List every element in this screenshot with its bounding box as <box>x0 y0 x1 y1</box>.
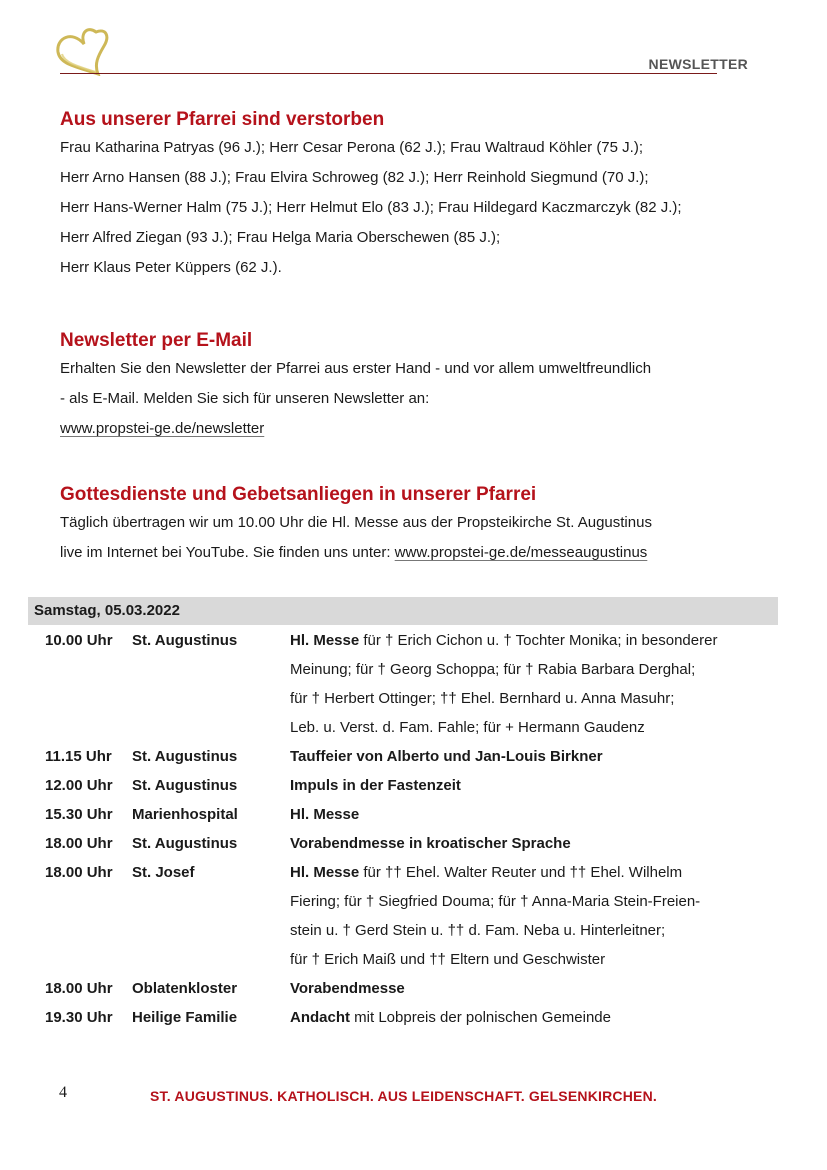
livestream-link[interactable]: www.propstei-ge.de/messeaugustinus <box>394 544 648 561</box>
service-place: Oblatenkloster <box>132 980 238 997</box>
intentions-text: stein u. † Gerd Stein u. †† d. Fam. Neba u. Hinterleitner; <box>290 922 666 939</box>
footer-slogan <box>0 1088 827 1104</box>
deceased-line: Herr Alfred Ziegan (93 J.); Frau Helga Maria Oberschewen (85 J.); <box>60 229 501 246</box>
service-type: Vorabendmesse in kroatischer Sprache <box>290 835 571 852</box>
service-description <box>290 858 785 974</box>
intentions-text: für † Erich Maiß und †† Eltern und Geschwister <box>290 951 606 968</box>
service-type: Andacht <box>290 1009 350 1026</box>
services-text: Täglich übertragen wir um 10.00 Uhr die Hl. Messe aus der Propsteikirche St. Augustinus <box>60 514 652 531</box>
heart-logo-icon <box>52 26 114 76</box>
service-type: Tauffeier von Alberto und Jan-Louis Birkner <box>290 748 603 765</box>
newsletter-section <box>60 328 760 444</box>
intentions-text: Leb. u. Verst. d. Fam. Fahle; für + Hermann Gaudenz <box>290 719 645 736</box>
service-place: St. Augustinus <box>132 632 238 649</box>
footer-slogan-text: ST. AUGUSTINUS. KATHOLISCH. AUS LEIDENSCHAFT. GELSENKIRCHEN. <box>150 1088 657 1104</box>
service-type: Vorabendmesse <box>290 980 405 997</box>
intentions-text: mit Lobpreis der polnischen Gemeinde <box>350 1009 611 1026</box>
service-time: 18.00 Uhr <box>45 980 113 997</box>
service-place: Marienhospital <box>132 806 238 823</box>
newsletter-link[interactable]: www.propstei-ge.de/newsletter <box>60 420 265 437</box>
deceased-line: Frau Katharina Patryas (96 J.); Herr Cesar Perona (62 J.); Frau Waltraud Köhler (75 J.); <box>60 139 643 156</box>
schedule-row <box>45 858 785 974</box>
schedule-row <box>45 800 785 829</box>
service-time: 15.30 Uhr <box>45 806 113 823</box>
newsletter-title: Newsletter per E-Mail <box>60 330 253 351</box>
schedule-row <box>45 829 785 858</box>
deceased-title: Aus unserer Pfarrei sind verstorben <box>60 109 385 130</box>
services-title: Gottesdienste und Gebetsanliegen in unserer Pfarrei <box>60 484 537 505</box>
intentions-text: für †† Ehel. Walter Reuter und †† Ehel. Wilhelm <box>359 864 683 881</box>
day-header: Samstag, 05.03.2022 <box>28 597 778 625</box>
service-place: St. Augustinus <box>132 748 238 765</box>
service-type: Impuls in der Fastenzeit <box>290 777 461 794</box>
deceased-section <box>60 107 760 283</box>
schedule-row <box>45 1003 785 1032</box>
service-place: St. Augustinus <box>132 777 238 794</box>
service-type: Hl. Messe <box>290 632 360 649</box>
service-place: St. Augustinus <box>132 835 238 852</box>
schedule-row <box>45 626 785 742</box>
newsletter-text: Erhalten Sie den Newsletter der Pfarrei aus erster Hand - und vor allem umweltfreundlich <box>60 360 652 377</box>
service-description <box>290 626 785 742</box>
service-place: Heilige Familie <box>132 1009 238 1026</box>
intentions-text: für † Erich Cichon u. † Tochter Monika; in besonderer <box>359 632 718 649</box>
service-type: Hl. Messe <box>290 806 360 823</box>
services-section <box>60 482 760 568</box>
service-time: 18.00 Uhr <box>45 835 113 852</box>
deceased-line: Herr Klaus Peter Küppers (62 J.). <box>60 259 282 276</box>
service-place: St. Josef <box>132 864 195 881</box>
header-divider <box>60 73 717 74</box>
service-time: 11.15 Uhr <box>45 748 112 765</box>
newsletter-text: - als E-Mail. Melden Sie sich für unseren Newsletter an: <box>60 390 430 407</box>
page-number: 4 <box>59 1084 67 1101</box>
service-time: 18.00 Uhr <box>45 864 113 881</box>
services-text: live im Internet bei YouTube. Sie finden uns unter: <box>60 544 395 561</box>
service-time: 10.00 Uhr <box>45 632 113 649</box>
schedule-row <box>45 974 785 1003</box>
intentions-text: für † Herbert Ottinger; †† Ehel. Bernhard u. Anna Masuhr; <box>290 690 675 707</box>
service-time: 19.30 Uhr <box>45 1009 113 1026</box>
schedule-row <box>45 771 785 800</box>
deceased-line: Herr Arno Hansen (88 J.); Frau Elvira Schroweg (82 J.); Herr Reinhold Siegmund (70 J.); <box>60 169 649 186</box>
header-label: NEWSLETTER <box>648 56 748 72</box>
schedule-table <box>45 626 785 1032</box>
service-type: Hl. Messe <box>290 864 360 881</box>
service-description <box>290 1003 785 1032</box>
schedule-row <box>45 742 785 771</box>
deceased-line: Herr Hans-Werner Halm (75 J.); Herr Helmut Elo (83 J.); Frau Hildegard Kaczmarczyk (82 J.); <box>60 199 682 216</box>
service-time: 12.00 Uhr <box>45 777 113 794</box>
intentions-text: Meinung; für † Georg Schoppa; für † Rabia Barbara Derghal; <box>290 661 696 678</box>
intentions-text: Fiering; für † Siegfried Douma; für † Anna-Maria Stein-Freien- <box>290 893 701 910</box>
